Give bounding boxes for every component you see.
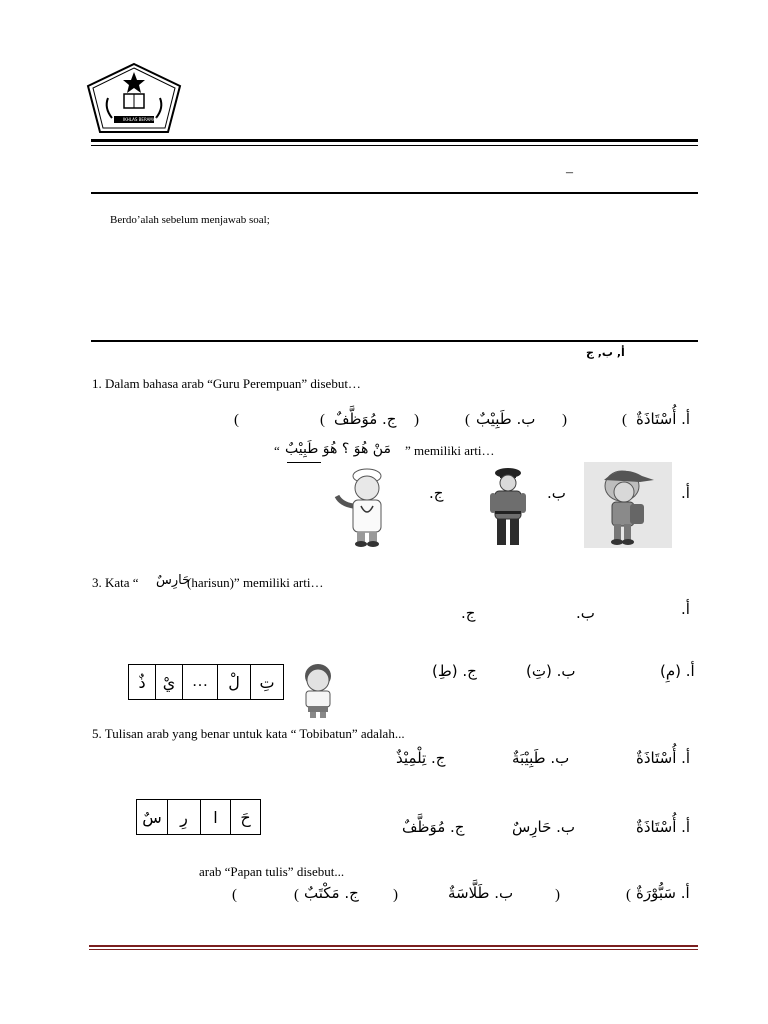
q3-option-b[interactable]: ب. <box>576 604 595 622</box>
q1-paren-c1: ) <box>414 412 419 428</box>
q4-image <box>292 662 344 720</box>
section-rule <box>91 340 698 342</box>
q7-paren-end: ( <box>232 887 237 903</box>
header-rule-thin <box>91 145 698 146</box>
q1-option-c[interactable]: ج. مُوَظَّفٌ <box>334 410 397 428</box>
header-dash: – <box>566 165 573 180</box>
q1-option-a[interactable]: أ. أُسْتَاذَةٌ <box>636 410 691 428</box>
logo-text: IKHLAS BERAMAL <box>123 117 158 122</box>
q2-text: ” memiliki arti… <box>405 443 495 458</box>
police-officer-icon <box>486 466 530 548</box>
q6-box: ا <box>200 800 230 834</box>
q1-paren-b2: ( <box>465 412 470 428</box>
q3-option-a[interactable]: أ. <box>681 600 690 618</box>
q2-image-c[interactable] <box>333 466 399 548</box>
q2-image-b[interactable] <box>486 466 530 548</box>
q2-underline <box>287 462 321 463</box>
q4-box: ذٌ <box>138 672 146 692</box>
instruction-pray: Berdo’alah sebelum menjawab soal; <box>110 214 270 226</box>
q4-letter-boxes <box>128 664 284 700</box>
q1-paren-end: ( <box>234 412 239 428</box>
q4-option-c[interactable]: ج. (طِ) <box>432 662 477 680</box>
q1-paren-c2: ( <box>320 412 325 428</box>
header-rule-bottom <box>91 192 698 194</box>
q7-option-a[interactable]: أ. سَبُّوْرَةٌ <box>636 884 690 902</box>
q5-option-c[interactable]: ج. تِلْمِيْذٌ <box>396 749 446 767</box>
q6-option-a[interactable]: أ. أُسْتَاذَةٌ <box>636 818 691 836</box>
q6-box: سٌ <box>142 807 162 827</box>
q6-option-b[interactable]: ب. حَارِسٌ <box>512 818 576 836</box>
q2-quote-open: “ <box>274 443 280 458</box>
q7-text: arab “Papan tulis” disebut... <box>199 864 345 879</box>
q2-image-a[interactable] <box>584 462 672 548</box>
student-with-backpack-icon <box>584 462 672 548</box>
q6-letter-boxes <box>136 799 261 835</box>
kemenag-emblem-icon <box>86 62 182 134</box>
q3-text-pre: 3. Kata “ <box>92 575 139 590</box>
choice-marks: أ, ب, ج <box>586 346 625 359</box>
q5-text: 5. Tulisan arab yang benar untuk kata “ Tobibatun” adalah... <box>92 726 405 741</box>
q4-option-a[interactable]: أ. (مِ) <box>660 662 695 680</box>
q3-option-c[interactable]: ج. <box>461 604 476 622</box>
q2-arabic: مَنْ هُوَ ؟ هُوَ طَبِيْبٌ <box>285 441 391 457</box>
q6-box: رِ <box>167 800 200 834</box>
logo <box>86 62 182 134</box>
q7-option-b[interactable]: ب. طَلَّاسَةٌ <box>448 884 514 902</box>
q5-option-a[interactable]: أ. أُسْتَاذَةٌ <box>636 749 691 767</box>
footer-rule-bottom <box>89 949 698 950</box>
q7-paren-c2: ( <box>294 887 299 903</box>
q4-box: تِ <box>250 665 283 699</box>
q6-box: حَ <box>230 800 260 834</box>
doctor-icon <box>333 466 399 548</box>
q7-paren-a: ( <box>626 887 631 903</box>
q1-text: 1. Dalam bahasa arab “Guru Perempuan” disebut… <box>92 376 361 391</box>
q7-paren-c1: ) <box>393 887 398 903</box>
q4-box: يْ <box>155 665 182 699</box>
schoolboy-icon <box>292 662 344 720</box>
q2-option-c[interactable]: ج. <box>429 484 444 502</box>
footer-rule-top <box>89 945 698 947</box>
q1-paren-a: ( <box>622 412 627 428</box>
q4-box-blank: … <box>182 665 217 699</box>
q6-option-c[interactable]: ج. مُوَظَّفٌ <box>402 818 465 836</box>
q5-option-b[interactable]: ب. طَبِيْبَةٌ <box>512 749 570 767</box>
q1-paren-b1: ) <box>562 412 567 428</box>
q2-option-a[interactable]: أ. <box>681 484 690 502</box>
q3-text-post: (harisun)” memiliki arti… <box>187 575 324 590</box>
header-rule-top <box>91 139 698 142</box>
q4-option-b[interactable]: ب. (تِ) <box>526 662 576 680</box>
q7-paren-b1: ) <box>555 887 560 903</box>
q2-option-b[interactable]: ب. <box>547 484 566 502</box>
q3-arabic: حَارِسٌ <box>156 573 191 588</box>
q7-option-c[interactable]: ج. مَكْتَبٌ <box>304 884 359 902</box>
q4-box: لْ <box>217 665 250 699</box>
q1-option-b[interactable]: ب. طَبِيْبٌ <box>476 410 536 428</box>
